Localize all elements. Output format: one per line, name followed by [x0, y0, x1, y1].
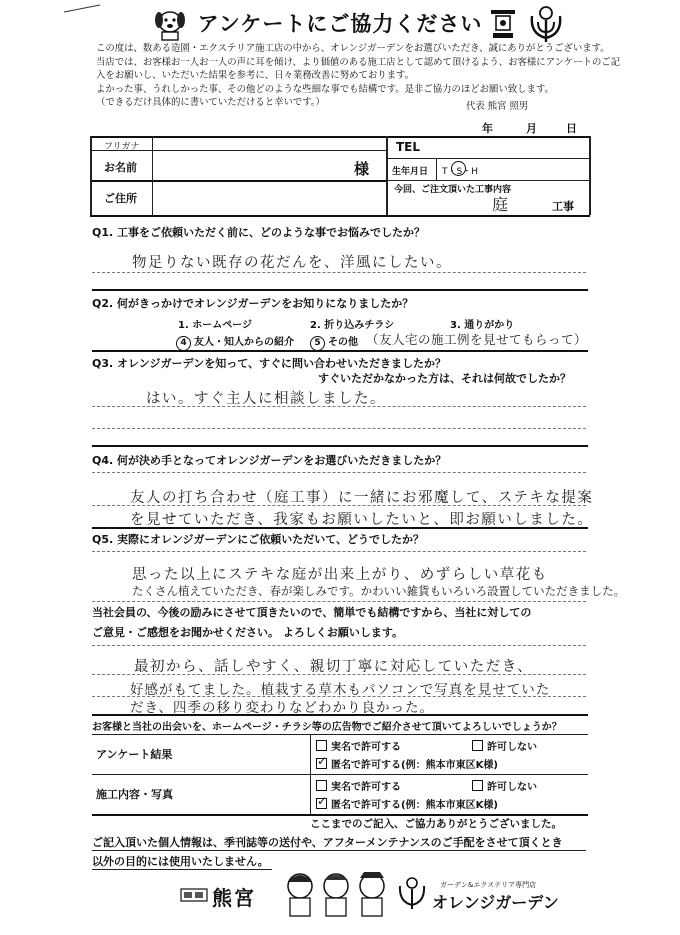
address-field[interactable]	[160, 184, 380, 210]
birth-label: 生年月日	[392, 167, 429, 177]
consent-row-survey-label: アンケート結果	[96, 748, 173, 761]
date-day-label: 日	[566, 122, 577, 135]
staff-mascots-icon	[284, 868, 394, 920]
date-year-label: 年	[482, 122, 493, 135]
checkbox-checked[interactable]	[316, 758, 327, 769]
q3-label: Q3. オレンジガーデンを知って、すぐに問い合わせいただきましたか？	[92, 357, 447, 370]
checkbox[interactable]	[316, 740, 327, 751]
option-text: 匿名で許可する(例：熊本市東区K様)	[331, 760, 498, 771]
checkbox[interactable]	[316, 780, 327, 791]
intro-line: よかった事、うれしかった事、その他どのような些細な事でも結構です。是非ご協力のほどお願い致します。	[96, 83, 554, 95]
q2-option-2[interactable]: 2. 折り込みチラシ	[310, 320, 395, 331]
company-subtitle: ガーデン&エクステリア専門店	[440, 881, 537, 889]
intro-line: （できるだけ具体的に書いていただけると幸いです。）	[96, 97, 325, 108]
date-month-label: 月	[526, 122, 537, 135]
tel-label: TEL	[396, 140, 421, 154]
option-number-circled: 4	[176, 336, 191, 351]
q5-answer-line-1: 思った以上にステキな庭が出来上がり、めずらしい草花も	[132, 567, 548, 583]
furigana-label: フリガナ	[104, 142, 140, 152]
q4-answer-line-2: を見せていただき、我家もお願いしたいと、即お願いしました。	[130, 512, 594, 528]
privacy-line-1: ご記入頂いた個人情報は、季刊誌等の送付や、アフターメンテナンスのご手配をさせて頂くとき	[92, 836, 563, 849]
option-text: その他	[328, 337, 358, 348]
consent-row-work-label: 施工内容・写真	[96, 788, 173, 801]
q2-option-3[interactable]: 3. 通りがかり	[450, 320, 515, 331]
thanks-text: ここまでのご記入、ご協力ありがとうございました。	[310, 818, 562, 830]
option-text: 友人・知人からの紹介	[194, 337, 294, 348]
q5-label: Q5. 実際にオレンジガーデンにご依頼いただいて、どうでしたか？	[92, 533, 425, 546]
option-text: 許可しない	[487, 782, 537, 793]
q2-option-4[interactable]	[176, 333, 294, 351]
request-answer-line-2: 好感がもてました。植栽する草木もパソコンで写真を見せていた	[130, 682, 551, 698]
option-number: 2	[310, 320, 317, 331]
q2-other-answer: （友人宅の施工例を見せてもらって）	[366, 332, 588, 347]
option-number: 1	[178, 320, 185, 331]
q2-label: Q2. 何がきっかけでオレンジガーデンをお知りになりましたか？	[92, 297, 414, 310]
work-label: 今回、ご注文頂いた工事内容	[394, 185, 512, 195]
q4-label: Q4. 何が決め手となってオレンジガーデンをお選びいただきましたか？	[92, 454, 447, 467]
q1-label: Q1. 工事をご依頼いただく前に、どのような事でお悩みでしたか？	[92, 226, 426, 239]
kumamiya-seal-icon	[180, 888, 208, 902]
q4-answer-line-1: 友人の打ち合わせ（庭工事）に一緒にお邪魔して、ステキな提案	[130, 490, 594, 506]
intro-line: この度は、数ある造園・エクステリア施工店の中から、オレンジガーデンをお選びいただき、誠にありがとうございます。	[96, 43, 610, 54]
q1-answer: 物足りない既存の花だんを、洋風にしたい。	[132, 255, 452, 271]
option-text: 許可しない	[487, 742, 537, 753]
consent-question: お客様と当社の出会いを、ホームページ・チラシ等の広告物でご紹介させて頂いてよろしいでしょうか？	[92, 722, 562, 733]
address-label: ご住所	[104, 192, 137, 205]
kumamiya-logo-text: 熊宮	[212, 886, 256, 910]
page-title: アンケートにご協力ください	[197, 12, 483, 36]
company-name: オレンジガーデン	[432, 893, 559, 912]
intro-line: 入をお願いし、いただいた結果を参考に、日々業務改善に努めております。	[96, 70, 415, 81]
checkbox[interactable]	[472, 740, 483, 751]
option-number: 3	[450, 320, 457, 331]
survey-deny-option[interactable]	[472, 738, 537, 753]
request-line-2: ご意見・ご感想をお聞かせください。 よろしくお願いします。	[92, 626, 403, 639]
work-suffix: 工事	[552, 200, 574, 213]
orange-garden-logo-icon	[526, 4, 566, 44]
intro-line: 当店では、お客様お一人お一人の声に耳を傾け、より価値のある施工店として認めて頂けるよう、お客様にアンケートのご記	[96, 56, 621, 68]
intro-text	[96, 42, 656, 110]
option-text: 通りがかり	[464, 320, 515, 331]
request-answer-line-3: だき、四季の移り変わりなどわかり良かった。	[130, 700, 434, 716]
q3-answer: はい。すぐ主人に相談しました。	[146, 391, 386, 407]
option-text: 実名で許可する	[331, 742, 401, 753]
request-line-1: 当社会員の、今後の励みにさせて頂きたいので、簡単でも結構ですから、当社に対しての	[92, 606, 532, 619]
survey-anonymous-option[interactable]	[316, 756, 498, 771]
option-text: 実名で許可する	[331, 782, 401, 793]
option-number-circled: 5	[310, 336, 325, 351]
q2-option-5[interactable]	[310, 333, 358, 351]
honorific: 様	[354, 160, 370, 178]
work-anonymous-option[interactable]	[316, 796, 498, 811]
name-field[interactable]	[160, 152, 346, 174]
q5-answer-line-2: たくさん植えていただき、春が楽しみです。かわいい雑貨もいろいろ設置していただきました。	[132, 584, 626, 598]
option-text: ホームページ	[192, 320, 253, 331]
request-answer-line-1: 最初から、話しやすく、親切丁寧に対応していただき、	[134, 659, 534, 675]
work-value: 庭	[492, 195, 510, 214]
signature: 代表 熊宮 照男	[466, 101, 529, 112]
kumamiya-mark-icon	[488, 6, 518, 42]
q3-sub-label: すぐいただかなかった方は、それは何故でしたか？	[318, 372, 571, 385]
privacy-line-2: 以外の目的には使用いたしません。	[92, 855, 269, 868]
checkbox-checked[interactable]	[316, 798, 327, 809]
option-text: 匿名で許可する(例：熊本市東区K様)	[331, 800, 498, 811]
q2-option-1[interactable]: 1. ホームページ	[178, 320, 253, 331]
work-real-name-option[interactable]	[316, 778, 401, 793]
birth-era-circle	[451, 161, 466, 176]
survey-real-name-option[interactable]	[316, 738, 401, 753]
work-deny-option[interactable]	[472, 778, 537, 793]
name-label: お名前	[104, 161, 137, 174]
tel-field[interactable]	[440, 138, 586, 156]
option-text: 折り込みチラシ	[324, 320, 395, 331]
orange-garden-footer-logo-icon	[396, 876, 428, 910]
birth-era-value[interactable]: T・S・H	[442, 167, 478, 177]
checkbox[interactable]	[472, 780, 483, 791]
